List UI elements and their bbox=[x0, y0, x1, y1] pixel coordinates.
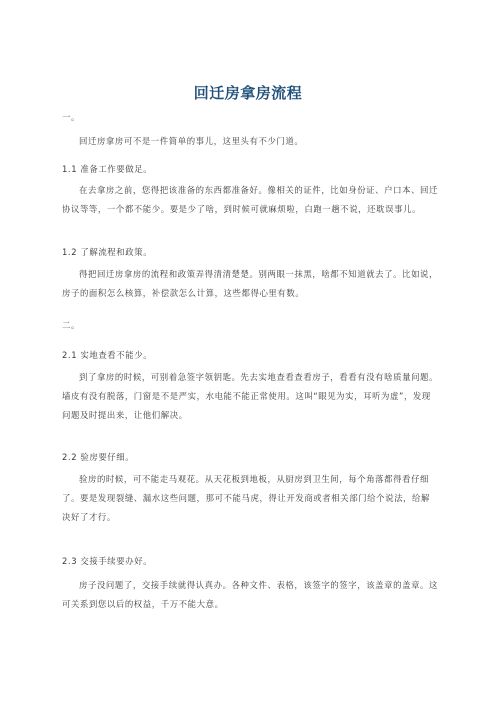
section-heading-2: 二。 bbox=[62, 320, 80, 330]
section-heading-1: 一。 bbox=[62, 112, 80, 122]
paragraph-2-3: 房子没问题了，交接手续就得认真办。各种文件、表格，该签字的签字，该盖章的盖章。这可关系到您以后的权益，千万不能大意。 bbox=[62, 580, 438, 609]
document-title: 回迁房拿房流程 bbox=[193, 84, 303, 102]
subsection-heading-1-1: 1.1 准备工作要做足。 bbox=[62, 164, 153, 174]
paragraph-1-2: 得把回迁房拿房的流程和政策弄得清清楚楚。别两眼一抹黑，啥都不知道就去了。比如说，房子的面积怎么核算，补偿款怎么计算，这些都得心里有数。 bbox=[62, 269, 438, 298]
subsection-heading-2-2: 2.2 验房要仔细。 bbox=[62, 452, 135, 462]
paragraph-2-1: 到了拿房的时候，可别着急签字领钥匙。先去实地查看查看房子，看看有没有啥质量问题。墙皮有没有脱落，门窗是不是严实，水电能不能正常使用。这叫“眼见为实，耳听为虚”，发现问题及时提出来，让他们解决。 bbox=[62, 372, 438, 420]
subsection-heading-2-1: 2.1 实地查看不能少。 bbox=[62, 350, 153, 360]
subsection-heading-1-2: 1.2 了解流程和政策。 bbox=[62, 247, 153, 257]
paragraph-intro: 回迁房拿房可不是一件简单的事儿，这里头有不少门道。 bbox=[79, 136, 304, 146]
paragraph-2-2: 验房的时候，可不能走马观花。从天花板到地板，从厨房到卫生间，每个角落都得看仔细了。要是发现裂缝、漏水这些问题，那可不能马虎，得让开发商或者相关部门给个说法，给解决好了才行。 bbox=[62, 474, 430, 522]
paragraph-1-1: 在去拿房之前，您得把该准备的东西都准备好。像相关的证件，比如身份证、户口本、回迁协议等等，一个都不能少。要是少了啥，到时候可就麻烦啦，白跑一趟不说，还耽误事儿。 bbox=[62, 185, 438, 214]
subsection-heading-2-3: 2.3 交接手续要办好。 bbox=[62, 556, 153, 566]
